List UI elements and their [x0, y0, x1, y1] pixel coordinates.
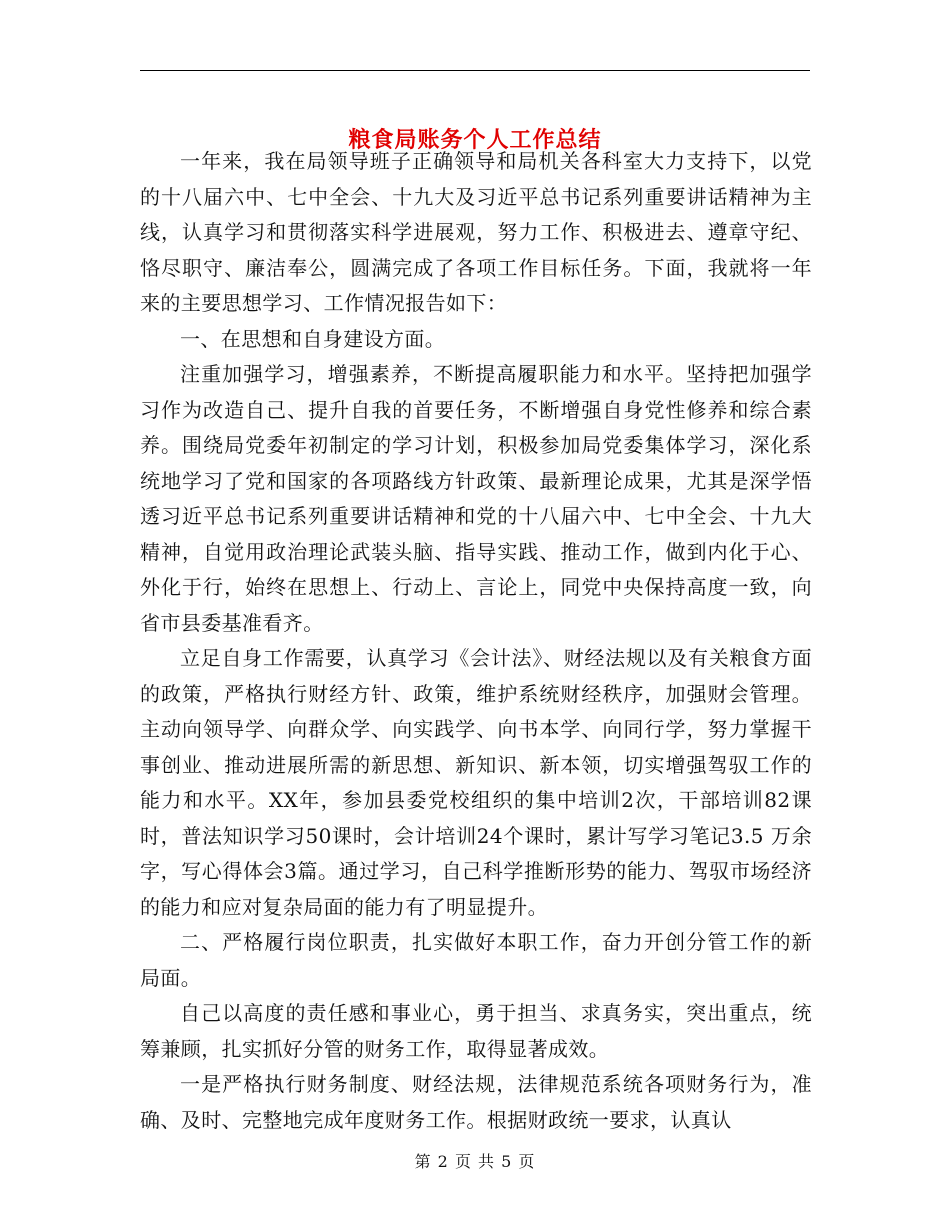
document-title: 粮食局账务个人工作总结 — [348, 127, 602, 153]
paragraph-study: 注重加强学习，增强素养，不断提高履职能力和水平。坚持把加强学习作为改造自己、提升自我的首要任务，不断增强自身党性修养和综合素养。围绕局党委年初制定的学习计划，积极参加局党委集体学习，深化系统地学习了党和国家的各项路线方针政策、最新理论成果，尤其是深学悟透习近平总书记系列重要讲话精神和党的十八届六中、七中全会、十九大精神，自觉用政治理论武装头脑、指导实践、推动工作，做到内化于心、外化于行，始终在思想上、行动上、言论上，同党中央保持高度一致，向省市县委基准看齐。 — [140, 362, 812, 635]
section-heading-1: 一、在思想和自身建设方面。 — [180, 326, 446, 351]
document-body — [140, 144, 812, 1138]
section-heading-2: 二、严格履行岗位职责，扎实做好本职工作，奋力开创分管工作的新局面。 — [140, 930, 812, 990]
header-rule — [140, 70, 810, 71]
paragraph-finance-rules: 一是严格执行财务制度、财经法规，法律规范系统各项财务行为，准确、及时、完整地完成年度财务工作。根据财政统一要求，认真认 — [140, 1072, 812, 1132]
paragraph-self-study: 立足自身工作需要，认真学习《会计法》、财经法规以及有关粮食方面的政策，严格执行财经方针、政策，维护系统财经秩序，加强财会管理。主动向领导学、向群众学、向实践学、向书本学、向同行学，努力掌握干事创业、推动进展所需的新思想、新知识、新本领，切实增强驾驭工作的能力和水平。XX年，参加县委党校组织的集中培训2次，干部培训82课时，普法知识学习50课时，会计培训24个课时，累计写学习笔记3.5 万余字，写心得体会3篇。通过学习，自己科学推断形势的能力、驾驭市场经济的能力和应对复杂局面的能力有了明显提升。 — [140, 646, 812, 919]
page-number: 第 2 页 共 5 页 — [414, 1152, 536, 1171]
paragraph-intro: 一年来，我在局领导班子正确领导和局机关各科室大力支持下，以党的十八届六中、七中全会、十九大及习近平总书记系列重要讲话精神为主线，认真学习和贯彻落实科学进展观，努力工作、积极进去、遵章守纪、恪尽职守、廉洁奉公，圆满完成了各项工作目标任务。下面，我就将一年来的主要思想学习、工作情况报告如下： — [140, 149, 812, 315]
paragraph-responsibility: 自己以高度的责任感和事业心，勇于担当、求真务实，突出重点，统筹兼顾，扎实抓好分管的财务工作，取得显著成效。 — [140, 1001, 812, 1061]
